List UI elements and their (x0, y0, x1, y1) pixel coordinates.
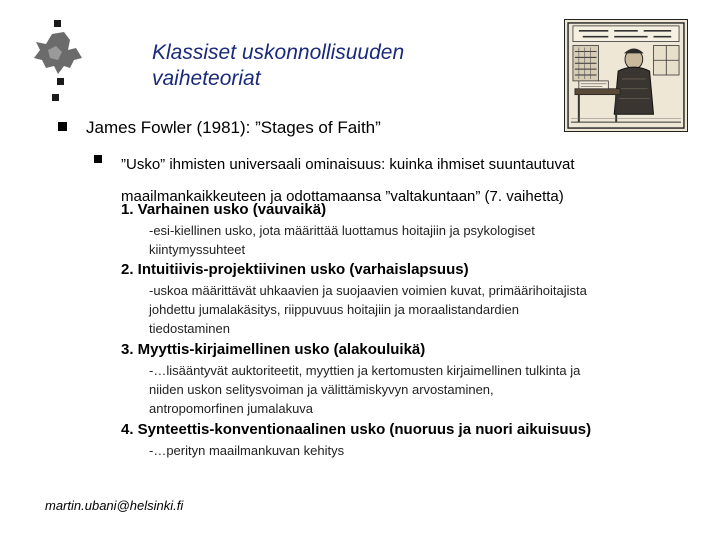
stage-3-line-2: niiden uskon selitysvoiman ja välittämiskyvyn arvostaminen, (149, 382, 494, 397)
title-line-1: Klassiset uskonnollisuuden (152, 41, 405, 64)
stage-3-heading: 3. Myyttis-kirjaimellinen usko (alakouluikä) (121, 341, 426, 358)
square-bullet-icon (58, 122, 67, 131)
author-email: martin.ubani@helsinki.fi (45, 498, 184, 513)
slide-title (152, 40, 532, 92)
university-logo (30, 20, 92, 102)
stage-1-line-2: kiintymyssuhteet (149, 242, 246, 257)
stage-4-heading: 4. Synteettis-konventionaalinen usko (nuoruus ja nuori aikuisuus) (121, 421, 592, 438)
stage-2-line-2: johdettu jumalakäsitys, riippuvuus hoitajiin ja moraalistandardien (149, 302, 519, 317)
stage-2-line-3: tiedostaminen (149, 321, 230, 336)
stage-2-line-1: -uskoa määrittävät uhkaavien ja suojaavien voimien kuvat, primäärihoitajista (149, 283, 587, 298)
stage-1-heading: 1. Varhainen usko (vauvaikä) (121, 201, 327, 218)
stage-1-description (149, 221, 694, 259)
stage-3-description (149, 361, 694, 418)
main-bullet-text: James Fowler (1981): ”Stages of Faith” (86, 118, 381, 137)
woodcut-picture (564, 19, 688, 132)
title-line-2: vaiheteoriat (152, 67, 261, 90)
stage-2-heading: 2. Intuitiivis-projektiivinen usko (varhaislapsuus) (121, 261, 469, 278)
stage-3-line-1: -…lisääntyvät auktoriteetit, myyttien ja kertomusten kirjaimellinen tulkinta ja (149, 363, 581, 378)
stage-2-description (149, 281, 694, 338)
stage-4-line-1: -…perityn maailmankuvan kehitys (149, 443, 345, 458)
stage-3-line-3: antropomorfinen jumalakuva (149, 401, 314, 416)
sub-bullet-text: ”Usko” ihmisten universaali ominaisuus: kuinka ihmiset suuntautuvat maailmankaikkeuteen ja odottamaansa ”valtakuntaan” (7. vaihetta) (121, 156, 575, 205)
stage-1-line-1: -esi-kiellinen usko, jota määrittää luottamus hoitajiin ja psykologiset (149, 223, 535, 238)
stage-4-description (149, 441, 694, 460)
square-bullet-icon (94, 155, 102, 163)
